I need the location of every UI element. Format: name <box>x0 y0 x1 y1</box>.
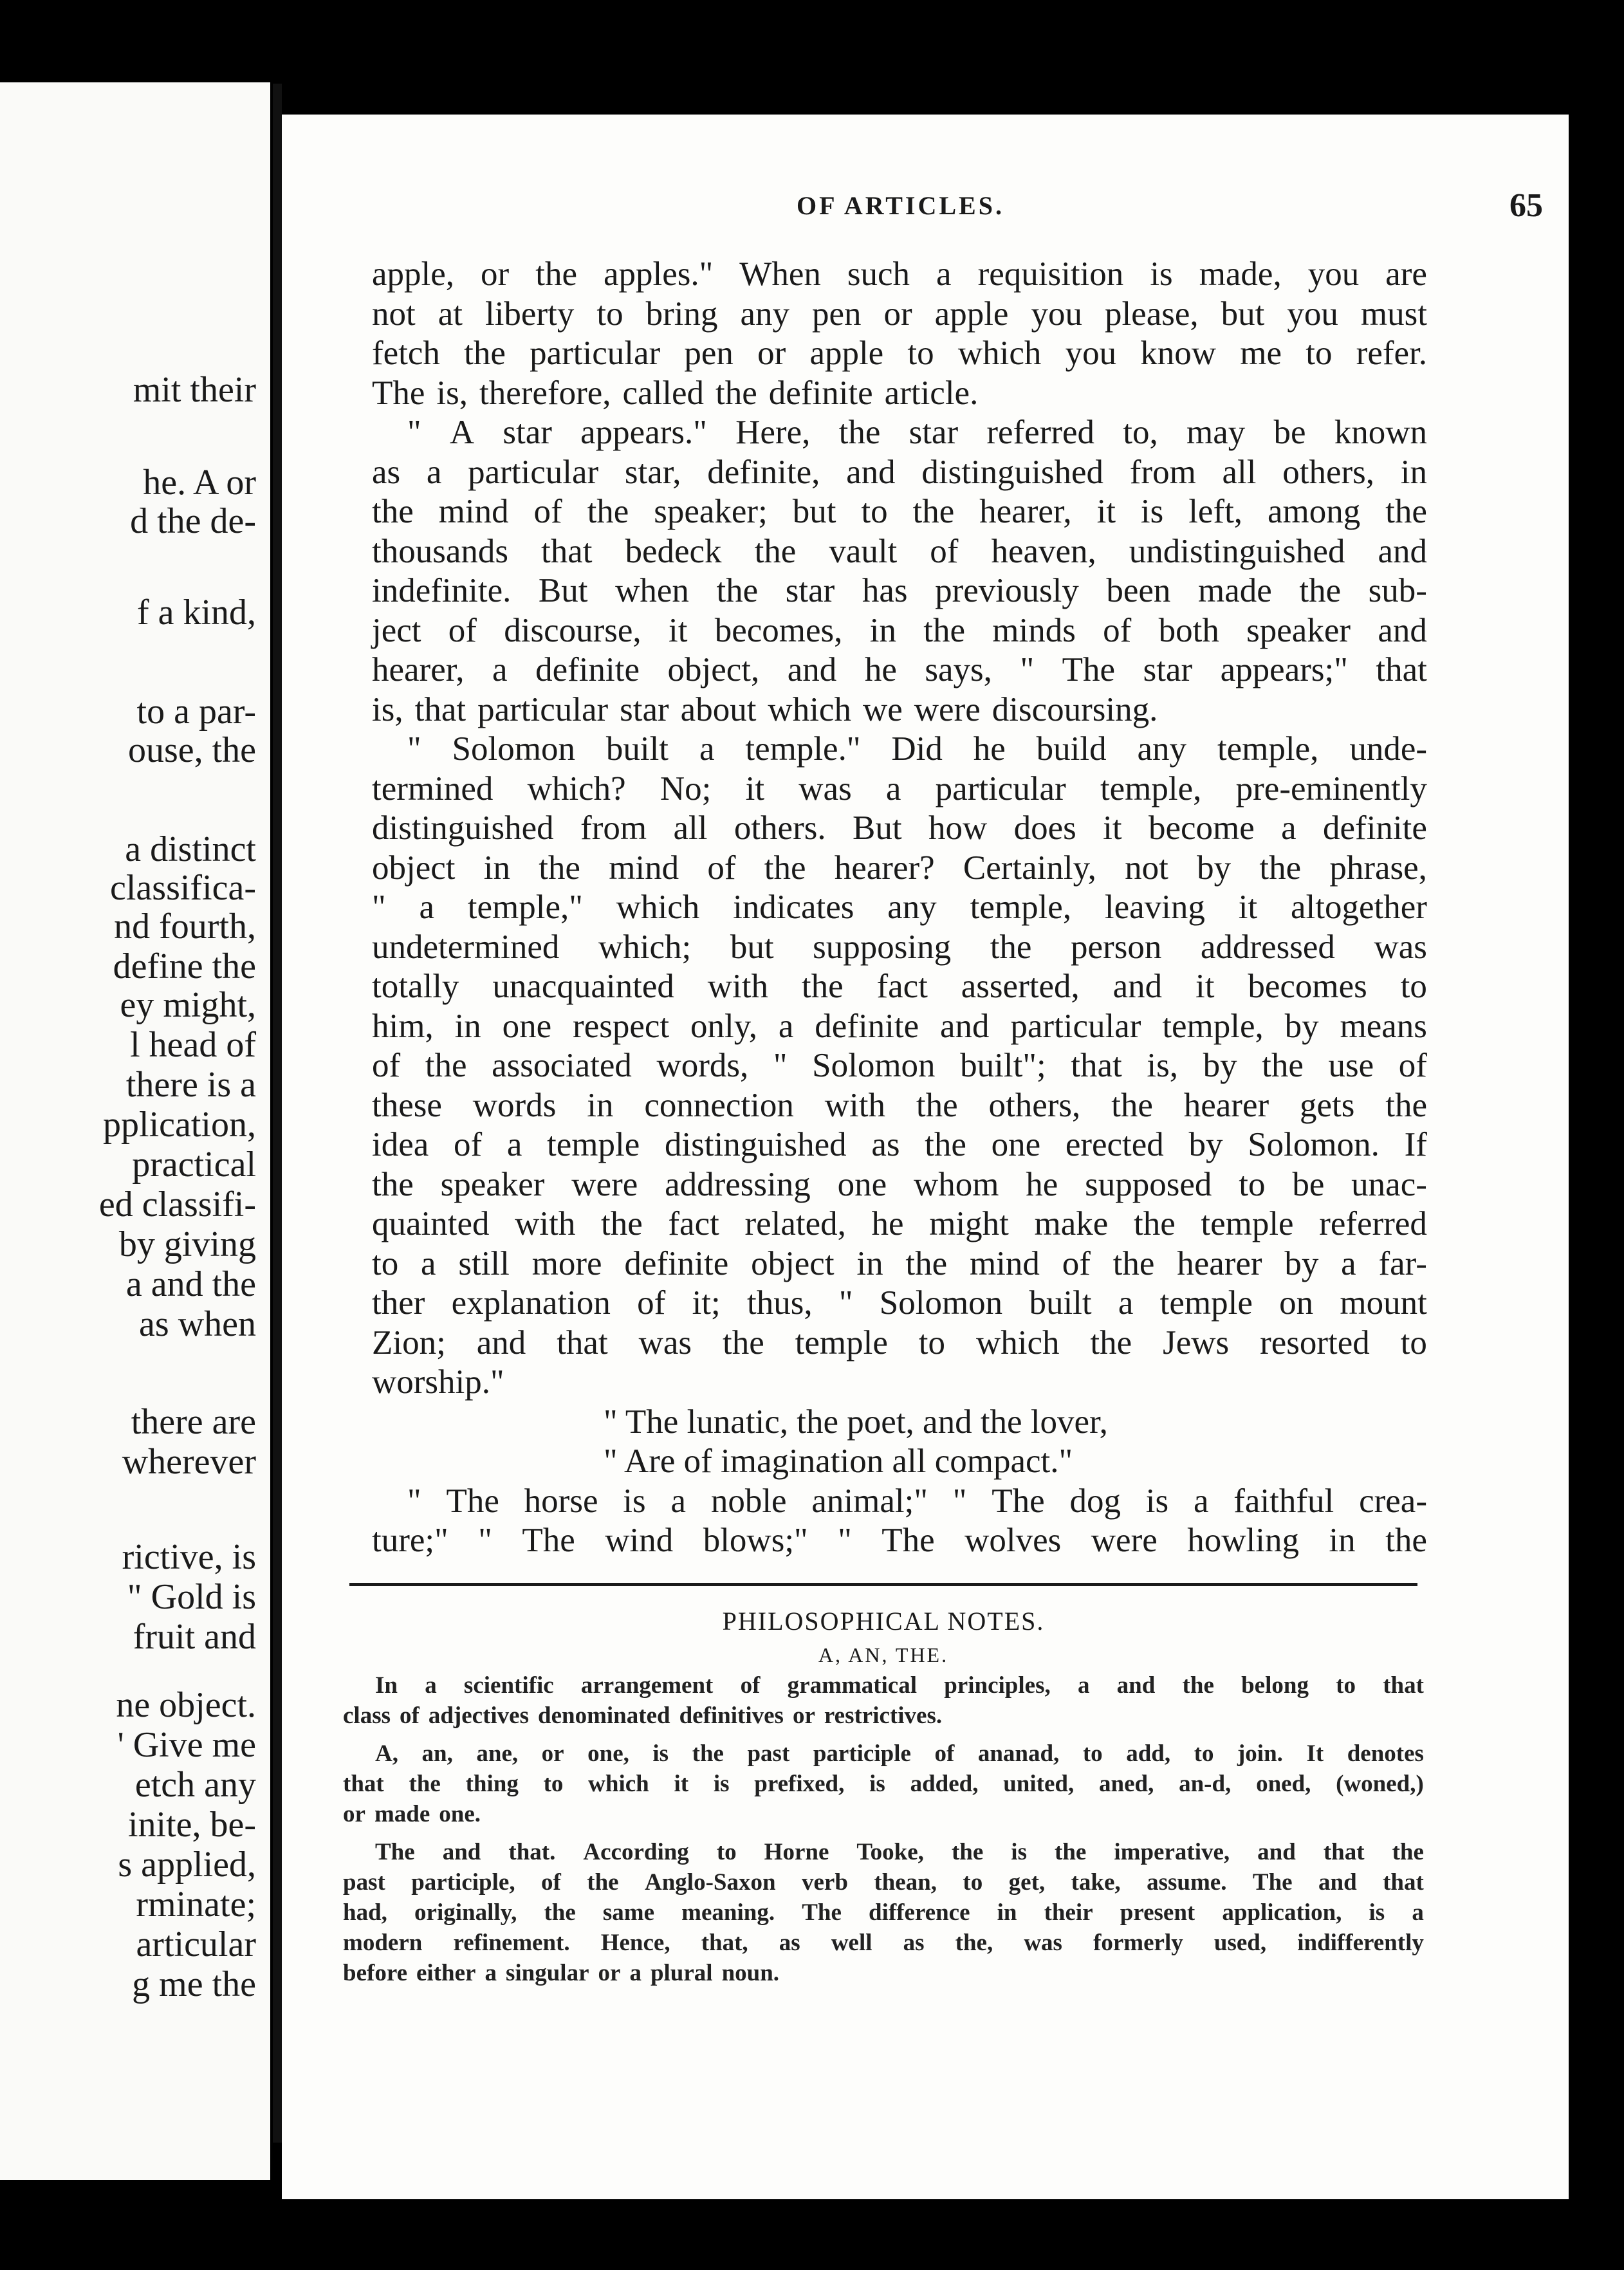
note-line: class of adjectives denominated definitives or restrictives. <box>343 1702 943 1729</box>
note-line: past participle, of the Anglo-Saxon verb thean, to get, take, assume. The and that <box>343 1869 1424 1896</box>
body-line: ject of discourse, it becomes, in the minds of both speaker and <box>372 611 1427 649</box>
body-line: The is, therefore, called the definite article. <box>372 374 979 412</box>
facing-line: practical <box>132 1145 256 1185</box>
gutter-shadow <box>273 84 282 2143</box>
facing-line: a distinct <box>125 829 256 869</box>
body-line: ture;" " The wind blows;" " The wolves were howling in the <box>372 1522 1427 1559</box>
body-line: termined which? No; it was a particular temple, pre-eminently <box>372 770 1427 807</box>
body-line: to a still more definite object in the mind of the hearer by a far- <box>372 1244 1427 1282</box>
body-line: ther explanation of it; thus, " Solomon built a temple on mount <box>372 1284 1427 1322</box>
notes-subheading: A, AN, THE. <box>818 1643 949 1666</box>
note-line: before either a singular or a plural noun. <box>343 1960 780 1986</box>
facing-line: pplication, <box>103 1105 256 1145</box>
body-line: Zion; and that was the temple to which the Jews resorted to <box>372 1324 1427 1361</box>
facing-line: s applied, <box>118 1845 256 1885</box>
facing-page <box>0 82 270 2180</box>
facing-line: l head of <box>130 1025 256 1065</box>
body-line: fetch the particular pen or apple to which you know me to refer. <box>372 335 1427 372</box>
philosophical-notes <box>343 1670 1424 1996</box>
facing-line: ed classifi- <box>98 1185 256 1224</box>
body-line: not at liberty to bring any pen or apple you please, but you must <box>372 295 1427 333</box>
body-line: thousands that bedeck the vault of heaven, undistinguished and <box>372 532 1427 570</box>
facing-line: rictive, is <box>122 1537 256 1577</box>
page-number: 65 <box>1509 187 1543 224</box>
facing-line: f a kind, <box>136 593 256 632</box>
body-line: distinguished from all others. But how does it become a definite <box>372 809 1427 847</box>
facing-line: d the de- <box>130 501 256 541</box>
body-line: undetermined which; but supposing the person addressed was <box>372 928 1427 966</box>
note-line: that the thing to which it is prefixed, is added, united, aned, an-d, oned, (woned,) <box>343 1771 1424 1797</box>
note-line: The and that. According to Horne Tooke, the is the imperative, and that the <box>375 1839 1424 1865</box>
facing-line: as when <box>139 1304 256 1344</box>
body-line: quainted with the fact related, he might make the temple referred <box>372 1205 1427 1242</box>
facing-line: ouse, the <box>127 730 256 770</box>
body-line: as a particular star, definite, and distinguished from all others, in <box>372 453 1427 491</box>
note-line: A, an, ane, or one, is the past participle of ananad, to add, to join. It denotes <box>375 1740 1424 1767</box>
facing-line: ' Give me <box>117 1725 256 1765</box>
body-line: hearer, a definite object, and he says, " The star appears;" that <box>372 651 1427 688</box>
body-line: " The horse is a noble animal;" " The dog is a faithful crea- <box>407 1482 1427 1520</box>
facing-line: rminate; <box>136 1885 256 1924</box>
facing-line: define the <box>113 946 256 986</box>
facing-line: ey might, <box>120 985 256 1025</box>
body-line: worship." <box>372 1363 504 1401</box>
body-text <box>372 255 1427 1561</box>
facing-line: mit their <box>133 370 256 410</box>
facing-line: inite, be- <box>127 1805 256 1845</box>
facing-line: nd fourth, <box>114 907 256 946</box>
facing-line: he. A or <box>143 463 256 503</box>
facing-line: there are <box>131 1402 256 1442</box>
body-line: " a temple," which indicates any temple, leaving it altogether <box>372 889 1427 926</box>
notes-rule <box>349 1583 1417 1586</box>
facing-line: by giving <box>118 1224 256 1264</box>
note-line: modern refinement. Hence, that, as well as the, was formerly used, indifferently <box>343 1930 1424 1956</box>
body-line: him, in one respect only, a definite and particular temple, by means <box>372 1007 1427 1045</box>
scan-border <box>1569 0 1624 2270</box>
body-line: " A star appears." Here, the star referred to, may be known <box>407 414 1427 451</box>
running-head <box>282 187 1543 235</box>
body-line: apple, or the apples." When such a requisition is made, you are <box>372 255 1427 293</box>
body-line: " Solomon built a temple." Did he build any temple, unde- <box>407 730 1427 768</box>
body-line: indefinite. But when the star has previously been made the sub- <box>372 572 1427 609</box>
facing-line: there is a <box>125 1065 256 1105</box>
book-page <box>282 115 1569 2199</box>
body-line: the speaker were addressing one whom he supposed to be unac- <box>372 1165 1427 1203</box>
body-line: object in the mind of the hearer? Certainly, not by the phrase, <box>372 849 1427 887</box>
verse-line: " The lunatic, the poet, and the lover, <box>604 1403 1108 1441</box>
facing-line: classifica- <box>110 868 256 908</box>
facing-line: fruit and <box>133 1617 256 1657</box>
facing-line: articular <box>136 1924 256 1964</box>
body-line: totally unacquainted with the fact asserted, and it becomes to <box>372 968 1427 1005</box>
facing-line: to a par- <box>136 692 256 732</box>
body-line: idea of a temple distinguished as the one erected by Solomon. If <box>372 1126 1427 1163</box>
facing-line: a and the <box>125 1264 256 1304</box>
verse-line: " Are of imagination all compact." <box>604 1443 1073 1480</box>
running-title: OF ARTICLES. <box>797 191 1004 220</box>
note-line: had, originally, the same meaning. The difference in their present application, is a <box>343 1899 1424 1926</box>
note-line: In a scientific arrangement of grammatical principles, a and the belong to that <box>375 1672 1424 1699</box>
facing-line: wherever <box>122 1442 256 1482</box>
facing-line: ne object. <box>116 1685 256 1725</box>
body-line: of the associated words, " Solomon built"; that is, by the use of <box>372 1047 1427 1084</box>
body-line: the mind of the speaker; but to the hearer, it is left, among the <box>372 493 1427 530</box>
body-line: these words in connection with the others, the hearer gets the <box>372 1086 1427 1124</box>
notes-heading: PHILOSOPHICAL NOTES. <box>722 1607 1045 1636</box>
facing-line: etch any <box>134 1765 256 1805</box>
body-line: is, that particular star about which we were discoursing. <box>372 690 1158 728</box>
facing-line: " Gold is <box>127 1577 256 1617</box>
note-line: or made one. <box>343 1801 481 1827</box>
facing-line: g me the <box>132 1964 256 2004</box>
